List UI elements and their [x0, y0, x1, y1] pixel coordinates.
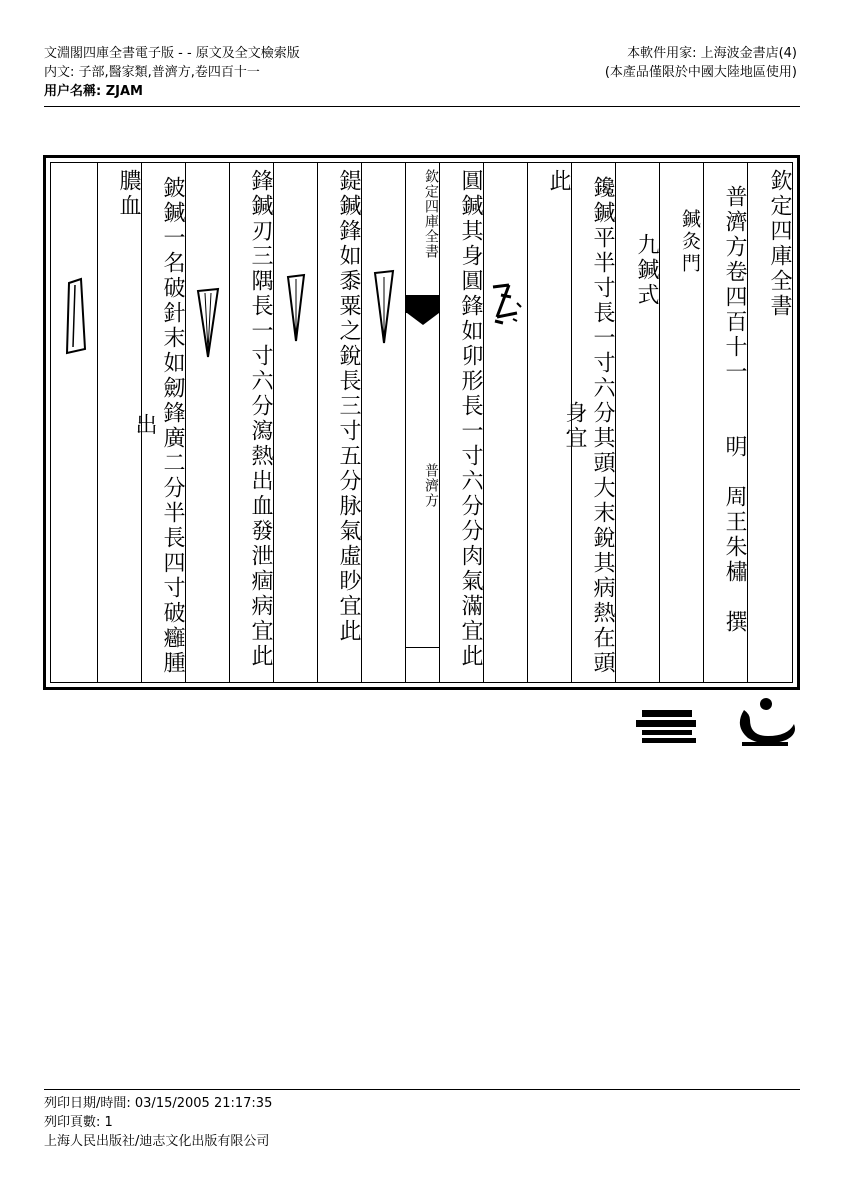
header-title: 文淵閣四庫全書電子版 - - 原文及全文檢索版: [44, 46, 300, 61]
column-text: 此: [546, 169, 571, 194]
fish-tail-mark: [406, 295, 440, 313]
column-2: [703, 163, 748, 682]
column-4: [615, 163, 660, 682]
column-5: [562, 163, 616, 682]
column-11: [317, 163, 362, 682]
column-15: [132, 163, 186, 682]
print-pages: 列印頁數: 1: [44, 1115, 113, 1130]
column-8: [439, 163, 484, 682]
column-text: 鍼灸門: [679, 209, 701, 275]
header-divider: [44, 106, 800, 107]
header-right: [605, 44, 797, 82]
column-13: [229, 163, 274, 682]
print-date: 列印日期/時間: 03/15/2005 21:17:35: [44, 1096, 273, 1111]
column-10: [361, 163, 406, 682]
center-work-title: 普濟方: [423, 463, 439, 508]
column-text: 圓鍼其身圓鋒如卯形長一寸六分分肉氣滿宜此: [458, 169, 483, 669]
column-text: 九鍼式: [634, 233, 659, 308]
fish-tail-notch: [407, 313, 439, 325]
column-text: 鑱鍼平半寸長一寸六分其頭大末銳其病熱在頭身宜: [562, 175, 615, 676]
footer: [44, 1094, 272, 1151]
column-text: 鍉鍼鋒如黍粟之銳長三寸五分脉氣虛眇宜此: [336, 169, 361, 644]
ssgl-seal-icon: [632, 706, 702, 746]
needle-illustration-2: [193, 283, 223, 363]
center-book-title: 欽定四庫全書: [423, 169, 439, 259]
publisher-line: 上海人民出版社/迪志文化出版有限公司: [44, 1134, 270, 1149]
needle-illustration-4: [369, 267, 399, 347]
header-licensee: 本軟件用家: 上海波金書店(4): [627, 46, 797, 61]
column-text: 欽定四庫全書: [767, 169, 792, 319]
column-7: [483, 163, 528, 682]
column-12: [273, 163, 318, 682]
needle-illustration-3: [281, 271, 311, 347]
page-frame-inner: [50, 162, 793, 683]
needle-illustration-5: [487, 277, 527, 337]
footer-divider: [44, 1089, 800, 1090]
header-region-notice: (本產品僅限於中國大陸地區使用): [604, 65, 797, 80]
center-fold-column: [405, 163, 440, 682]
header-user: 用户名稱: ZJAM: [44, 84, 143, 99]
header-content-path: 内文: 子部,醫家類,普濟方,卷四百十一: [44, 65, 260, 80]
column-text: 鈹鍼一名破針末如劒鋒廣二分半長四寸破癰腫出: [132, 175, 185, 676]
center-rule: [406, 647, 440, 648]
needle-illustration-1: [55, 273, 95, 363]
publisher-seal-icon: [730, 696, 802, 752]
header-left: [44, 44, 300, 101]
column-3: [659, 163, 704, 682]
column-text: 鋒鍼刃三隅長一寸六分瀉熱出血發泄痼病宜此: [248, 169, 273, 669]
page-frame: [43, 155, 800, 690]
column-14: [185, 163, 230, 682]
column-1: [747, 163, 793, 682]
column-text: 膿血: [116, 169, 141, 219]
column-text: 普濟方卷四百十一 明 周王朱橚 撰: [722, 185, 747, 635]
